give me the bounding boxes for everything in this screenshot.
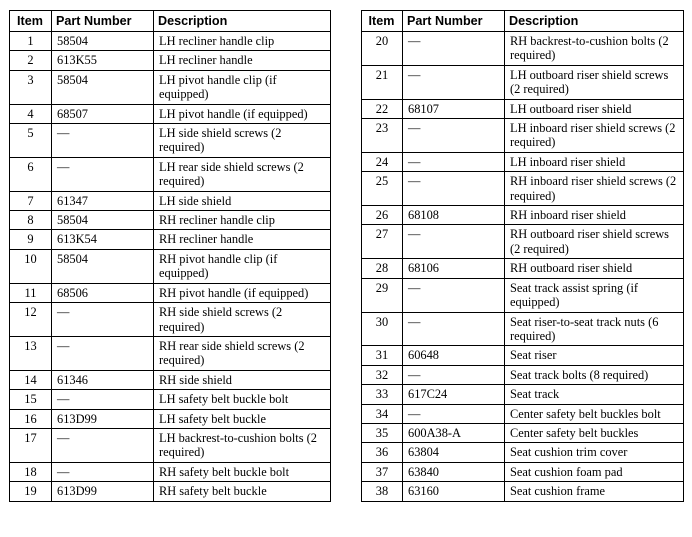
table-row xyxy=(362,482,684,501)
part-number-cell: 613K54 xyxy=(52,230,154,249)
table-row xyxy=(10,462,331,481)
item-cell: 28 xyxy=(362,259,403,278)
item-cell: 26 xyxy=(362,206,403,225)
item-cell: 24 xyxy=(362,152,403,171)
description-cell: RH side shield xyxy=(154,370,331,389)
part-number-cell: 61346 xyxy=(52,370,154,389)
part-number-cell: 58504 xyxy=(52,211,154,230)
description-cell: LH pivot handle (if equipped) xyxy=(154,104,331,123)
table-row xyxy=(362,32,684,66)
item-cell: 13 xyxy=(10,336,52,370)
table-row xyxy=(362,65,684,99)
part-number-cell: 63804 xyxy=(403,443,505,462)
description-cell: LH side shield xyxy=(154,191,331,210)
part-number-cell: 61347 xyxy=(52,191,154,210)
item-cell: 33 xyxy=(362,385,403,404)
table-row xyxy=(10,51,331,70)
table-row xyxy=(10,283,331,302)
description-cell: RH outboard riser shield xyxy=(505,259,684,278)
description-cell: LH backrest-to-cushion bolts (2 required) xyxy=(154,428,331,462)
description-cell: LH outboard riser shield screws (2 required) xyxy=(505,65,684,99)
part-number-cell: 600A38-A xyxy=(403,423,505,442)
part-number-cell: 68507 xyxy=(52,104,154,123)
description-cell: LH recliner handle clip xyxy=(154,32,331,51)
table-row xyxy=(362,346,684,365)
item-cell: 29 xyxy=(362,278,403,312)
table-row xyxy=(10,230,331,249)
part-number-cell: 68106 xyxy=(403,259,505,278)
part-number-cell: — xyxy=(52,428,154,462)
description-cell: RH pivot handle (if equipped) xyxy=(154,283,331,302)
description-cell: Seat riser-to-seat track nuts (6 required) xyxy=(505,312,684,346)
part-number-cell: — xyxy=(52,390,154,409)
item-cell: 1 xyxy=(10,32,52,51)
part-number-cell: 613D99 xyxy=(52,409,154,428)
description-cell: LH inboard riser shield xyxy=(505,152,684,171)
item-cell: 11 xyxy=(10,283,52,302)
item-cell: 12 xyxy=(10,303,52,337)
table-row xyxy=(10,336,331,370)
description-cell: RH recliner handle clip xyxy=(154,211,331,230)
table-row xyxy=(362,462,684,481)
description-cell: Seat riser xyxy=(505,346,684,365)
column-header-description: Description xyxy=(505,11,684,32)
item-cell: 20 xyxy=(362,32,403,66)
item-cell: 21 xyxy=(362,65,403,99)
description-cell: RH recliner handle xyxy=(154,230,331,249)
table-row xyxy=(10,191,331,210)
table-row xyxy=(10,409,331,428)
part-number-cell: 58504 xyxy=(52,32,154,51)
item-cell: 25 xyxy=(362,172,403,206)
description-cell: LH safety belt buckle xyxy=(154,409,331,428)
item-cell: 17 xyxy=(10,428,52,462)
table-row xyxy=(10,370,331,389)
item-cell: 35 xyxy=(362,423,403,442)
description-cell: RH inboard riser shield screws (2 required) xyxy=(505,172,684,206)
item-cell: 9 xyxy=(10,230,52,249)
description-cell: RH inboard riser shield xyxy=(505,206,684,225)
table-header-row xyxy=(10,11,331,32)
description-cell: RH outboard riser shield screws (2 required) xyxy=(505,225,684,259)
table-row xyxy=(10,428,331,462)
part-number-cell: 58504 xyxy=(52,70,154,104)
description-cell: RH backrest-to-cushion bolts (2 required) xyxy=(505,32,684,66)
part-number-cell: — xyxy=(403,65,505,99)
table-row xyxy=(362,404,684,423)
table-header-row xyxy=(362,11,684,32)
column-header-item: Item xyxy=(10,11,52,32)
table-row xyxy=(10,124,331,158)
item-cell: 7 xyxy=(10,191,52,210)
description-cell: RH safety belt buckle xyxy=(154,482,331,501)
column-header-part-number: Part Number xyxy=(403,11,505,32)
description-cell: Center safety belt buckles xyxy=(505,423,684,442)
part-number-cell: — xyxy=(403,32,505,66)
description-cell: LH side shield screws (2 required) xyxy=(154,124,331,158)
item-cell: 4 xyxy=(10,104,52,123)
part-number-cell: 68107 xyxy=(403,99,505,118)
description-cell: LH recliner handle xyxy=(154,51,331,70)
table-row xyxy=(362,385,684,404)
description-cell: RH safety belt buckle bolt xyxy=(154,462,331,481)
part-number-cell: 617C24 xyxy=(403,385,505,404)
table-row xyxy=(362,225,684,259)
part-number-cell: — xyxy=(52,462,154,481)
item-cell: 30 xyxy=(362,312,403,346)
description-cell: LH inboard riser shield screws (2 required) xyxy=(505,119,684,153)
table-row xyxy=(362,312,684,346)
item-cell: 37 xyxy=(362,462,403,481)
table-row xyxy=(362,206,684,225)
parts-table-right xyxy=(361,10,684,502)
part-number-cell: — xyxy=(403,365,505,384)
table-row xyxy=(362,259,684,278)
table-row xyxy=(10,249,331,283)
item-cell: 19 xyxy=(10,482,52,501)
description-cell: LH outboard riser shield xyxy=(505,99,684,118)
table-row xyxy=(362,172,684,206)
item-cell: 8 xyxy=(10,211,52,230)
table-row xyxy=(10,390,331,409)
table-row xyxy=(362,423,684,442)
table-row xyxy=(10,70,331,104)
part-number-cell: — xyxy=(403,312,505,346)
description-cell: Center safety belt buckles bolt xyxy=(505,404,684,423)
item-cell: 15 xyxy=(10,390,52,409)
description-cell: RH side shield screws (2 required) xyxy=(154,303,331,337)
part-number-cell: — xyxy=(403,404,505,423)
description-cell: Seat track assist spring (if equipped) xyxy=(505,278,684,312)
item-cell: 14 xyxy=(10,370,52,389)
part-number-cell: 63840 xyxy=(403,462,505,481)
table-row xyxy=(10,303,331,337)
table-row xyxy=(362,278,684,312)
part-number-cell: — xyxy=(52,336,154,370)
description-cell: LH safety belt buckle bolt xyxy=(154,390,331,409)
item-cell: 38 xyxy=(362,482,403,501)
table-row xyxy=(362,152,684,171)
parts-table-left xyxy=(9,10,331,502)
item-cell: 36 xyxy=(362,443,403,462)
table-row xyxy=(362,99,684,118)
part-number-cell: — xyxy=(52,303,154,337)
part-number-cell: — xyxy=(52,124,154,158)
description-cell: LH rear side shield screws (2 required) xyxy=(154,157,331,191)
item-cell: 23 xyxy=(362,119,403,153)
item-cell: 27 xyxy=(362,225,403,259)
table-row xyxy=(10,104,331,123)
item-cell: 2 xyxy=(10,51,52,70)
part-number-cell: 63160 xyxy=(403,482,505,501)
item-cell: 3 xyxy=(10,70,52,104)
part-number-cell: 613K55 xyxy=(52,51,154,70)
part-number-cell: 60648 xyxy=(403,346,505,365)
description-cell: Seat cushion trim cover xyxy=(505,443,684,462)
description-cell: Seat cushion foam pad xyxy=(505,462,684,481)
description-cell: Seat track bolts (8 required) xyxy=(505,365,684,384)
part-number-cell: — xyxy=(403,119,505,153)
part-number-cell: — xyxy=(403,152,505,171)
item-cell: 6 xyxy=(10,157,52,191)
item-cell: 31 xyxy=(362,346,403,365)
table-row xyxy=(362,119,684,153)
table-row xyxy=(362,443,684,462)
part-number-cell: 613D99 xyxy=(52,482,154,501)
part-number-cell: 68108 xyxy=(403,206,505,225)
description-cell: Seat track xyxy=(505,385,684,404)
table-row xyxy=(10,157,331,191)
item-cell: 5 xyxy=(10,124,52,158)
item-cell: 22 xyxy=(362,99,403,118)
column-header-item: Item xyxy=(362,11,403,32)
item-cell: 32 xyxy=(362,365,403,384)
column-header-part-number: Part Number xyxy=(52,11,154,32)
part-number-cell: 58504 xyxy=(52,249,154,283)
item-cell: 18 xyxy=(10,462,52,481)
description-cell: Seat cushion frame xyxy=(505,482,684,501)
description-cell: RH pivot handle clip (if equipped) xyxy=(154,249,331,283)
part-number-cell: — xyxy=(403,278,505,312)
item-cell: 10 xyxy=(10,249,52,283)
table-row xyxy=(362,365,684,384)
description-cell: RH rear side shield screws (2 required) xyxy=(154,336,331,370)
column-header-description: Description xyxy=(154,11,331,32)
part-number-cell: 68506 xyxy=(52,283,154,302)
item-cell: 34 xyxy=(362,404,403,423)
table-row xyxy=(10,482,331,501)
part-number-cell: — xyxy=(403,225,505,259)
part-number-cell: — xyxy=(52,157,154,191)
item-cell: 16 xyxy=(10,409,52,428)
table-row xyxy=(10,211,331,230)
part-number-cell: — xyxy=(403,172,505,206)
description-cell: LH pivot handle clip (if equipped) xyxy=(154,70,331,104)
table-row xyxy=(10,32,331,51)
